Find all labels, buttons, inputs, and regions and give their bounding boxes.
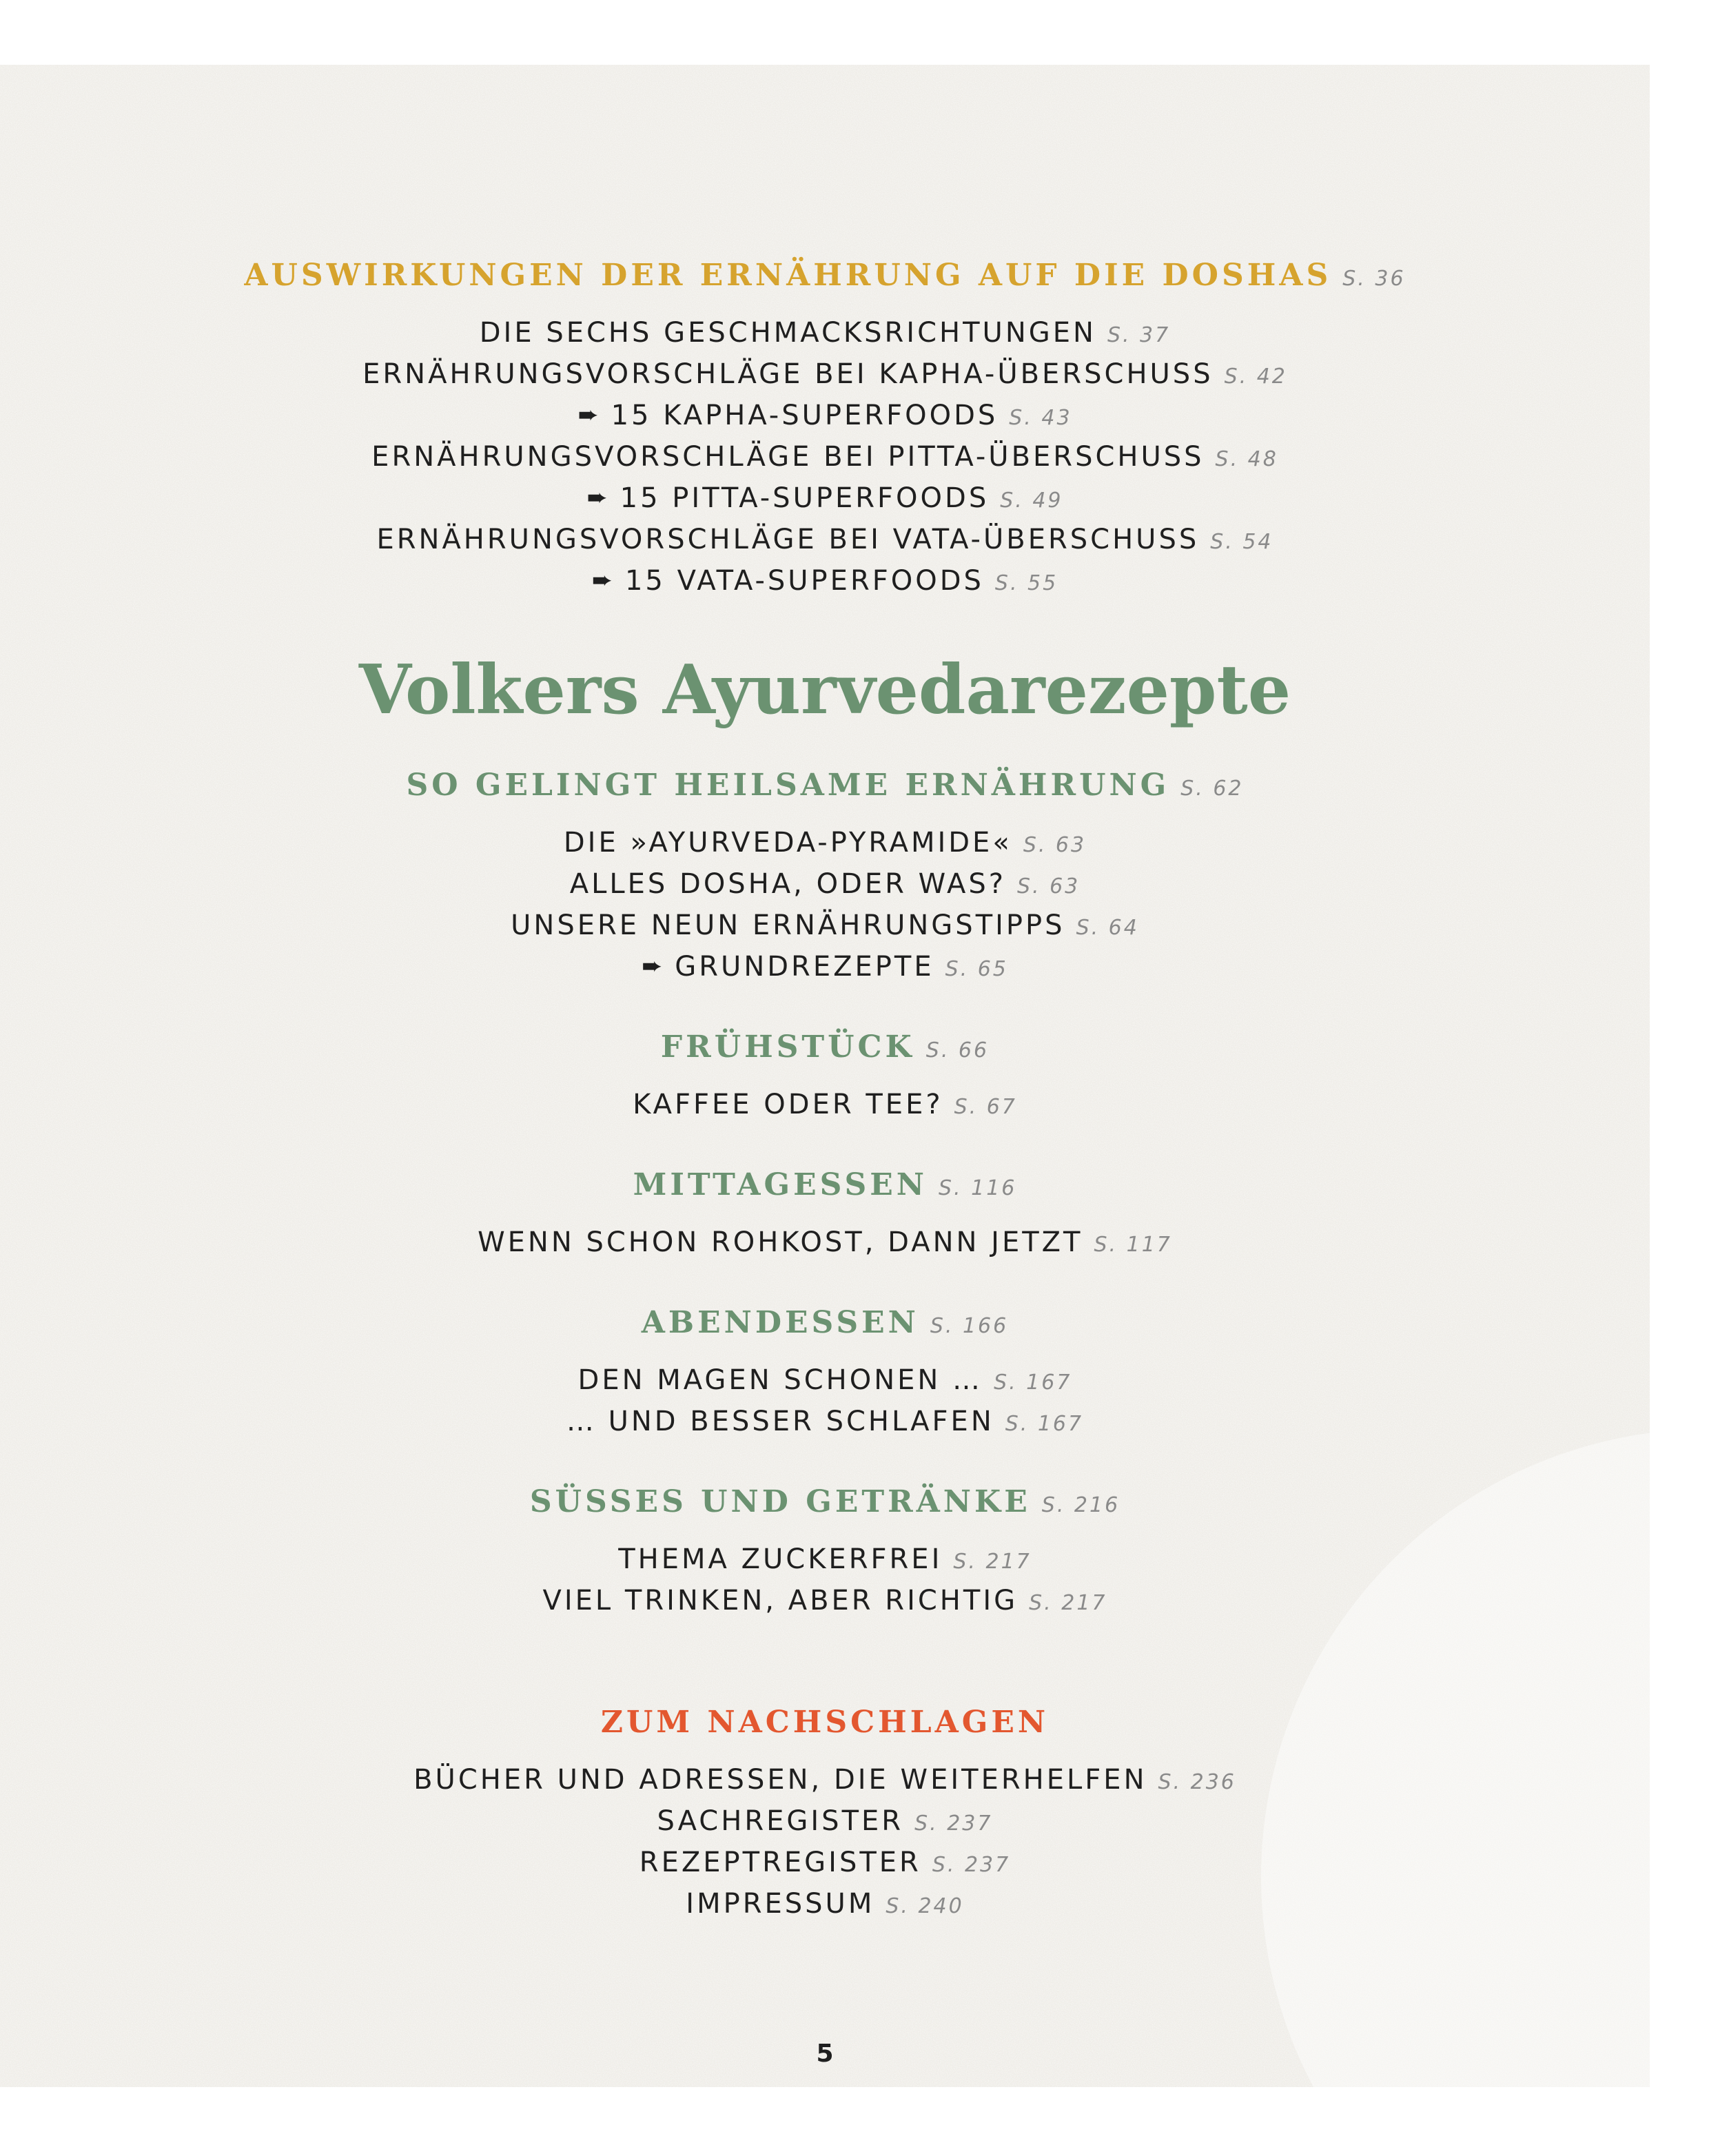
toc-entry[interactable] bbox=[0, 1364, 1650, 1396]
page-reference: S. 42 bbox=[1224, 365, 1287, 389]
toc-entry[interactable] bbox=[0, 1847, 1650, 1878]
arrow-icon: ➨ bbox=[586, 484, 608, 511]
section-heading-label: SO GELINGT HEILSAME ERNÄHRUNG bbox=[406, 768, 1170, 803]
toc-entry-label: 15 KAPHA-SUPERFOODS bbox=[611, 400, 999, 431]
page-reference: S. 116 bbox=[939, 1176, 1017, 1200]
toc-entry[interactable] bbox=[0, 1805, 1650, 1837]
toc-entry[interactable] bbox=[0, 1585, 1650, 1616]
book-page bbox=[0, 65, 1650, 2087]
toc-entry-label: THEMA ZUCKERFREI bbox=[618, 1543, 943, 1575]
page-reference: S. 63 bbox=[1023, 833, 1087, 857]
section-heading-doshas[interactable] bbox=[0, 258, 1650, 293]
section-heading-mittagessen[interactable] bbox=[0, 1167, 1650, 1202]
page-reference: S. 66 bbox=[925, 1038, 990, 1062]
page-number bbox=[0, 2040, 1650, 2068]
page-reference: S. 237 bbox=[914, 1811, 993, 1836]
section-heading-label: AUSWIRKUNGEN DER ERNÄHRUNG AUF DIE DOSHAS bbox=[244, 258, 1332, 293]
section-heading-abendessen[interactable] bbox=[0, 1305, 1650, 1340]
toc-entry[interactable] bbox=[0, 1888, 1650, 1920]
toc-entry-label: VIEL TRINKEN, ABER RICHTIG bbox=[542, 1585, 1019, 1616]
page-reference: S. 167 bbox=[994, 1370, 1072, 1395]
arrow-icon: ➨ bbox=[591, 566, 613, 594]
toc-entry[interactable] bbox=[0, 868, 1650, 900]
page-reference: S. 63 bbox=[1016, 874, 1081, 899]
page-reference: S. 37 bbox=[1107, 323, 1171, 347]
toc-entry-label: BÜCHER UND ADRESSEN, DIE WEITERHELFEN bbox=[413, 1764, 1147, 1796]
toc-entry-label: UNSERE NEUN ERNÄHRUNGSTIPPS bbox=[511, 910, 1065, 941]
section-heading-label: SÜSSES UND GETRÄNKE bbox=[529, 1484, 1031, 1519]
toc-entry-label: WENN SCHON ROHKOST, DANN JETZT bbox=[478, 1226, 1083, 1258]
section-heading-suesses[interactable] bbox=[0, 1484, 1650, 1519]
toc-entry-label: ERNÄHRUNGSVORSCHLÄGE BEI VATA-ÜBERSCHUSS bbox=[376, 524, 1200, 555]
toc-entry-label: DEN MAGEN SCHONEN … bbox=[577, 1364, 983, 1396]
toc-entry[interactable] bbox=[0, 482, 1650, 514]
section-heading-label: FRÜHSTÜCK bbox=[660, 1029, 915, 1065]
toc-entry[interactable] bbox=[0, 827, 1650, 859]
chapter-title-text: Volkers Ayurvedarezepte bbox=[358, 650, 1291, 730]
page-reference: S. 237 bbox=[932, 1853, 1011, 1877]
page-reference: S. 240 bbox=[886, 1894, 964, 1918]
toc-entry[interactable] bbox=[0, 441, 1650, 473]
page-reference: S. 167 bbox=[1005, 1412, 1084, 1436]
page-reference: S. 48 bbox=[1215, 447, 1278, 471]
toc-entry-label: IMPRESSUM bbox=[686, 1888, 875, 1920]
page-reference: S. 65 bbox=[945, 957, 1008, 981]
toc-entry-label: … UND BESSER SCHLAFEN bbox=[566, 1406, 994, 1437]
page-reference: S. 217 bbox=[953, 1550, 1032, 1574]
toc-entry[interactable] bbox=[0, 1226, 1650, 1258]
section-heading-ernaehrung[interactable] bbox=[0, 768, 1650, 803]
chapter-title bbox=[0, 650, 1650, 730]
section-heading-label: ABENDESSEN bbox=[641, 1305, 919, 1340]
toc-entry-label: 15 PITTA-SUPERFOODS bbox=[620, 482, 990, 514]
toc-entry[interactable] bbox=[0, 317, 1650, 349]
toc-entry[interactable] bbox=[0, 358, 1650, 390]
page-number-text: 5 bbox=[816, 2040, 834, 2068]
page-reference: S. 62 bbox=[1180, 777, 1244, 801]
toc-entry-label: SACHREGISTER bbox=[657, 1805, 904, 1837]
page-reference: S. 43 bbox=[1009, 406, 1072, 430]
toc-entry-label: 15 VATA-SUPERFOODS bbox=[624, 565, 984, 597]
toc-entry-label: ERNÄHRUNGSVORSCHLÄGE BEI PITTA-ÜBERSCHUSS bbox=[371, 441, 1205, 473]
page-reference: S. 64 bbox=[1076, 916, 1139, 940]
toc-entry[interactable] bbox=[0, 1764, 1650, 1796]
arrow-icon: ➨ bbox=[642, 952, 663, 980]
toc-entry-label: REZEPTREGISTER bbox=[639, 1847, 921, 1878]
toc-entry[interactable] bbox=[0, 1406, 1650, 1437]
toc-entry-label: KAFFEE ODER TEE? bbox=[633, 1089, 943, 1120]
toc-entry[interactable] bbox=[0, 565, 1650, 597]
page-reference: S. 117 bbox=[1094, 1233, 1172, 1257]
page-reference: S. 217 bbox=[1029, 1591, 1107, 1615]
page-reference: S. 49 bbox=[1000, 489, 1063, 513]
toc-entry-label: DIE »AYURVEDA-PYRAMIDE« bbox=[563, 827, 1012, 859]
toc-entry[interactable] bbox=[0, 951, 1650, 983]
toc-entry[interactable] bbox=[0, 400, 1650, 431]
page-reference: S. 55 bbox=[994, 571, 1058, 595]
arrow-icon: ➨ bbox=[577, 401, 599, 429]
page-reference: S. 236 bbox=[1158, 1770, 1236, 1794]
page-reference: S. 166 bbox=[930, 1314, 1009, 1338]
section-heading-label: MITTAGESSEN bbox=[633, 1167, 928, 1202]
page-reference: S. 216 bbox=[1041, 1493, 1120, 1517]
toc-entry-label: DIE SECHS GESCHMACKSRICHTUNGEN bbox=[479, 317, 1096, 349]
page-reference: S. 36 bbox=[1342, 267, 1406, 291]
toc-entry[interactable] bbox=[0, 910, 1650, 941]
toc-entry[interactable] bbox=[0, 1089, 1650, 1120]
page-reference: S. 54 bbox=[1210, 530, 1273, 554]
section-heading-nachschlagen[interactable] bbox=[0, 1705, 1650, 1740]
section-heading-label: ZUM NACHSCHLAGEN bbox=[600, 1705, 1050, 1740]
toc-entry[interactable] bbox=[0, 1543, 1650, 1575]
toc-entry-label: GRUNDREZEPTE bbox=[675, 951, 934, 983]
toc-entry-label: ERNÄHRUNGSVORSCHLÄGE BEI KAPHA-ÜBERSCHUSS bbox=[362, 358, 1214, 390]
toc-entry[interactable] bbox=[0, 524, 1650, 555]
section-heading-fruehstueck[interactable] bbox=[0, 1029, 1650, 1065]
page-reference: S. 67 bbox=[954, 1095, 1017, 1119]
toc-entry-label: ALLES DOSHA, ODER WAS? bbox=[569, 868, 1006, 900]
